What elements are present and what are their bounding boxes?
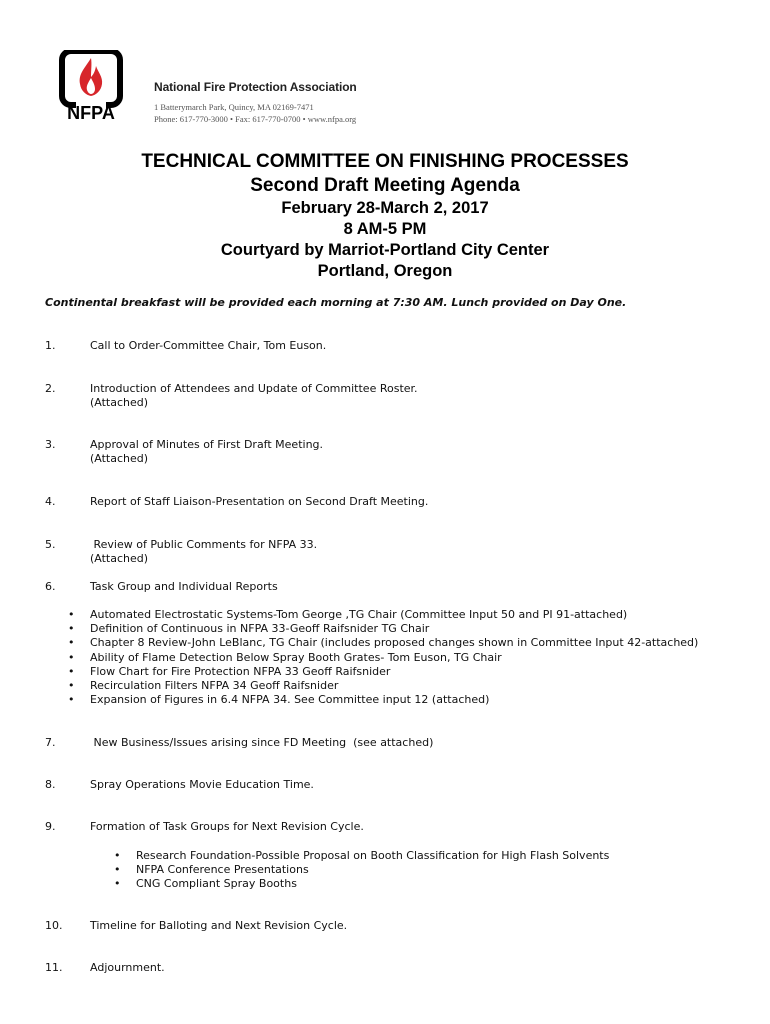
- list-item: • Expansion of Figures in 6.4 NFPA 34. See Committee input 12 (attached): [68, 693, 698, 707]
- org-address: 1 Batterymarch Park, Quincy, MA 02169-7471: [154, 102, 314, 112]
- breakfast-note: Continental breakfast will be provided each morning at 7:30 AM. Lunch provided on Day One.: [45, 296, 627, 309]
- item-text: Report of Staff Liaison-Presentation on Second Draft Meeting.: [90, 495, 429, 508]
- list-item: • Recirculation Filters NFPA 34 Geoff Raifsnider: [68, 679, 698, 693]
- item-number: 4.: [45, 495, 56, 508]
- task-group-list: [68, 608, 698, 707]
- item-number: 7.: [45, 736, 56, 749]
- agenda-title: Second Draft Meeting Agenda: [250, 175, 520, 196]
- item-attachment-note: (Attached): [90, 552, 149, 565]
- meeting-time: 8 AM-5 PM: [343, 220, 427, 238]
- nfpa-logo-icon: [58, 50, 128, 122]
- list-item: • CNG Compliant Spray Booths: [114, 877, 609, 891]
- item-number: 6.: [45, 580, 56, 593]
- item-text: Adjournment.: [90, 961, 165, 974]
- list-item: • Research Foundation-Possible Proposal on Booth Classification for High Flash Solvents: [114, 849, 609, 863]
- item-text: Introduction of Attendees and Update of Committee Roster.: [90, 382, 418, 395]
- agenda-title-block: [0, 150, 770, 282]
- list-item: • Flow Chart for Fire Protection NFPA 33 Geoff Raifsnider: [68, 665, 698, 679]
- nfpa-logo: [58, 50, 128, 122]
- item-text: Call to Order-Committee Chair, Tom Euson.: [90, 339, 327, 352]
- item-text: Formation of Task Groups for Next Revision Cycle.: [90, 820, 364, 833]
- item-number: 5.: [45, 538, 56, 551]
- item-number: 8.: [45, 778, 56, 791]
- org-contact: Phone: 617-770-3000 • Fax: 617-770-0700 • www.nfpa.org: [154, 114, 357, 124]
- item-attachment-note: (Attached): [90, 396, 149, 409]
- item-number: 10.: [45, 919, 63, 932]
- list-item: • Chapter 8 Review-John LeBlanc, TG Chair (includes proposed changes shown in Committee Input 42-attached): [68, 636, 698, 650]
- item-number: 9.: [45, 820, 56, 833]
- next-cycle-list: [114, 849, 609, 892]
- meeting-venue: Courtyard by Marriot-Portland City Center: [220, 241, 550, 259]
- committee-title: TECHNICAL COMMITTEE ON FINISHING PROCESSES: [141, 151, 629, 172]
- list-item: • Definition of Continuous in NFPA 33-Geoff Raifsnider TG Chair: [68, 622, 698, 636]
- meeting-city: Portland, Oregon: [317, 262, 453, 280]
- item-text: Task Group and Individual Reports: [90, 580, 278, 593]
- item-number: 11.: [45, 961, 63, 974]
- meeting-dates: February 28-March 2, 2017: [281, 199, 489, 217]
- item-text: Timeline for Balloting and Next Revision Cycle.: [90, 919, 348, 932]
- item-attachment-note: (Attached): [90, 452, 149, 465]
- item-text: Approval of Minutes of First Draft Meeting.: [90, 438, 324, 451]
- org-name: National Fire Protection Association: [154, 80, 357, 94]
- item-number: 2.: [45, 382, 56, 395]
- list-item: • Automated Electrostatic Systems-Tom George ,TG Chair (Committee Input 50 and PI 91-attached): [68, 608, 698, 622]
- org-info: [154, 80, 357, 125]
- item-number: 3.: [45, 438, 56, 451]
- item-text: Spray Operations Movie Education Time.: [90, 778, 314, 791]
- item-text: New Business/Issues arising since FD Meeting (see attached): [90, 736, 434, 749]
- list-item: • NFPA Conference Presentations: [114, 863, 609, 877]
- logo-text: NFPA: [67, 103, 115, 122]
- list-item: • Ability of Flame Detection Below Spray Booth Grates- Tom Euson, TG Chair: [68, 651, 698, 665]
- item-number: 1.: [45, 339, 56, 352]
- item-text: Review of Public Comments for NFPA 33.: [90, 538, 318, 551]
